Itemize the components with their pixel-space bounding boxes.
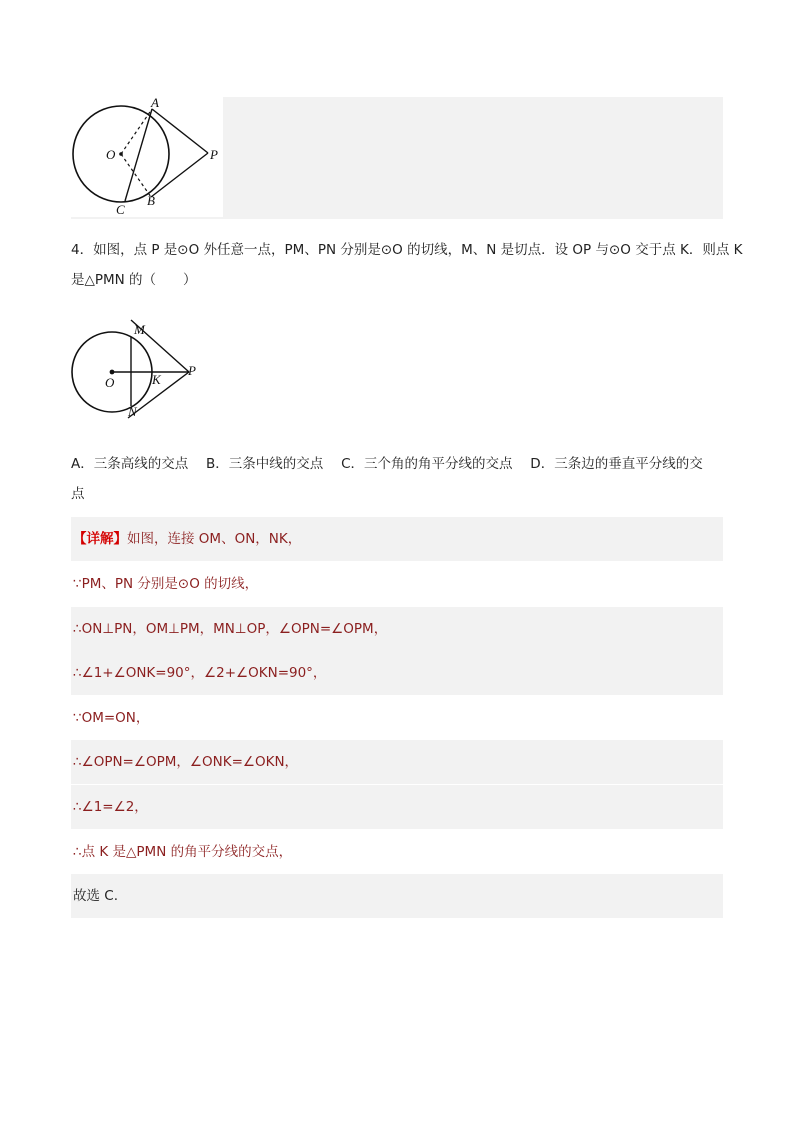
solution-row-2: ∴ON⊥PN，OM⊥PM，MN⊥OP，∠OPN=∠OPM，	[71, 607, 723, 651]
solution-row-8: 故选 C.	[71, 874, 723, 918]
figure1-label-a: A	[151, 97, 159, 110]
solution-row-3: ∴∠1+∠ONK=90°，∠2+∠OKN=90°，	[71, 651, 723, 695]
figure2-center-dot	[110, 370, 115, 375]
solution-row-4: ∵OM=ON，	[71, 696, 723, 740]
figure1	[71, 97, 223, 217]
options-line-2: 点	[71, 486, 85, 502]
figure2-label-p: P	[188, 363, 196, 378]
figure1-label-o: O	[106, 147, 116, 162]
solution-tag: 【详解】	[73, 531, 127, 547]
figure2-svg	[71, 318, 199, 424]
solution-first-line: 如图，连接 OM、ON，NK，	[127, 531, 302, 547]
figure2-label-n: N	[128, 404, 137, 419]
figure2-label-o: O	[105, 375, 115, 390]
figure1-svg	[71, 97, 223, 217]
solution-row-0	[71, 517, 723, 561]
figure1-chord-ac	[125, 109, 152, 201]
solution-row-1: ∵PM、PN 分别是⊙O 的切线，	[71, 562, 723, 606]
options-line-1: A．三条高线的交点 B．三条中线的交点 C．三个角的角平分线的交点 D．三条边的垂直平分线的交	[71, 456, 703, 472]
question-line-2: 是△PMN 的（ ）	[71, 272, 197, 288]
figure2-label-m: M	[134, 322, 145, 337]
figure1-tangent-pa	[152, 109, 208, 153]
figure1-tangent-pb	[151, 153, 208, 197]
figure1-label-b: B	[147, 193, 155, 208]
solution-row-5: ∴∠OPN=∠OPM，∠ONK=∠OKN，	[71, 740, 723, 784]
question-line-1: 4．如图，点 P 是⊙O 外任意一点，PM、PN 分别是⊙O 的切线，M、N 是切点．设 OP 与⊙O 交于点 K．则点 K	[71, 242, 743, 258]
figure1-dashed-ob	[121, 154, 151, 197]
figure2-label-k: K	[152, 372, 161, 387]
figure1-center-dot	[119, 152, 123, 156]
solution-row-7: ∴点 K 是△PMN 的角平分线的交点，	[71, 830, 723, 874]
figure1-dashed-oa	[121, 109, 152, 154]
solution-row-6: ∴∠1=∠2，	[71, 785, 723, 829]
figure1-label-c: C	[116, 202, 125, 217]
figure1-label-p: P	[210, 147, 218, 162]
figure2	[71, 318, 199, 424]
